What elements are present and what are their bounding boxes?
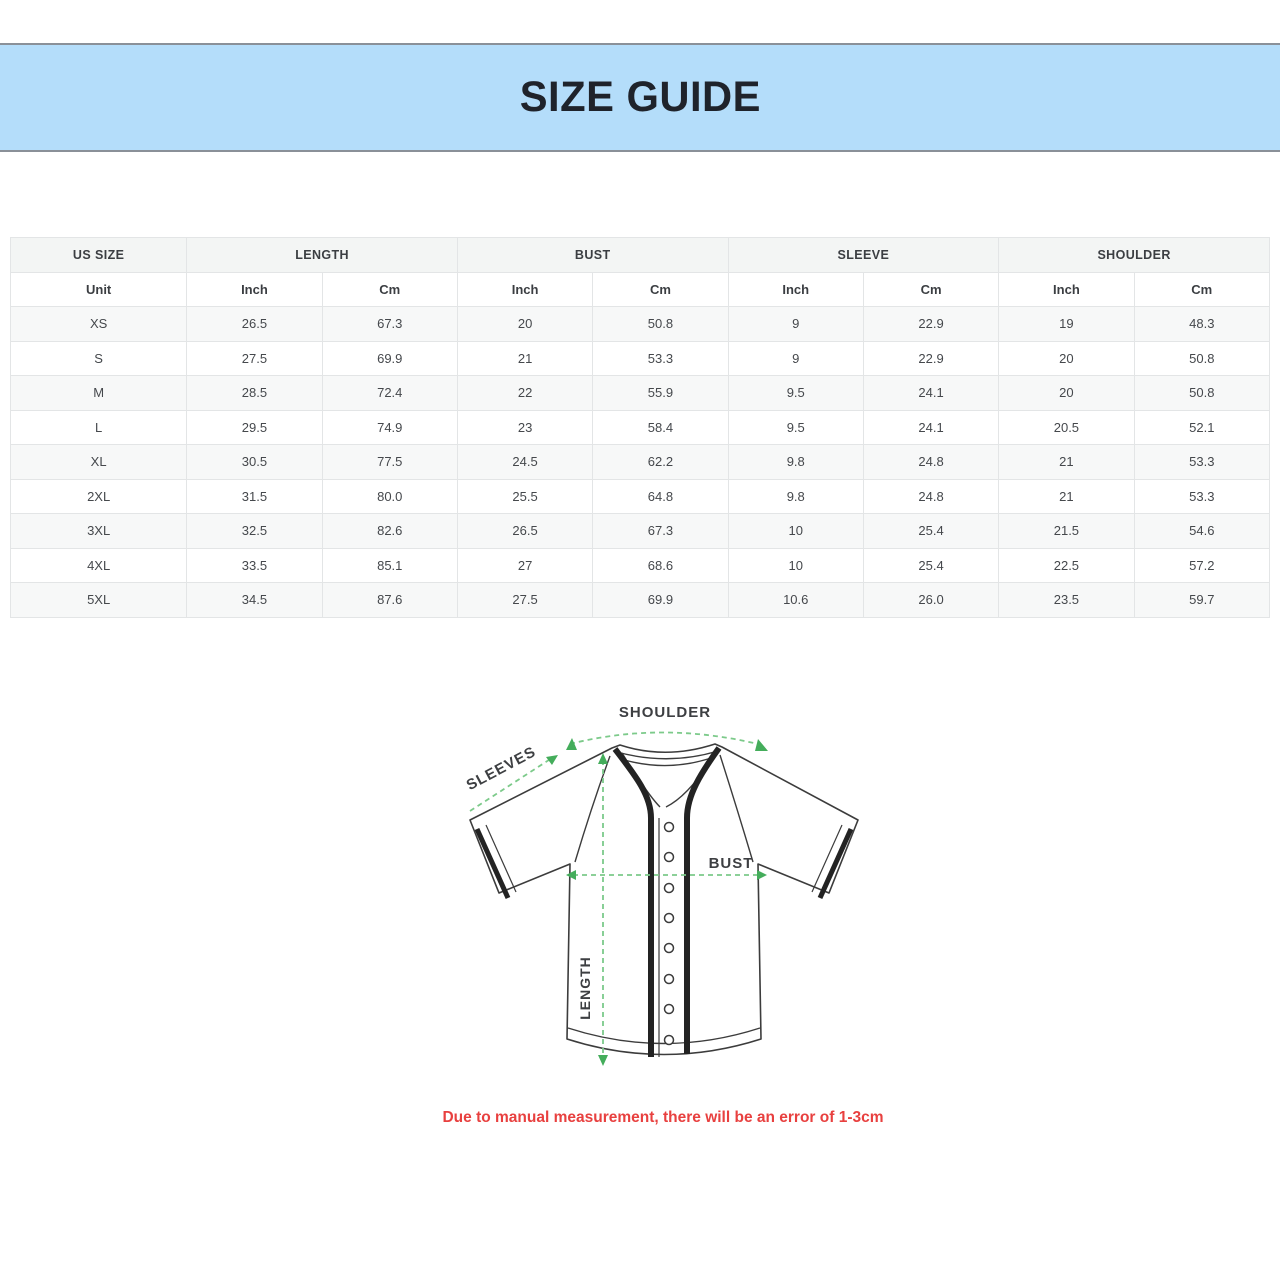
table-cell: 57.2 [1134, 548, 1269, 583]
table-cell: 68.6 [593, 548, 728, 583]
table-cell: 9.5 [728, 410, 863, 445]
table-cell: 74.9 [322, 410, 457, 445]
table-cell: 24.5 [457, 445, 592, 480]
jersey-measurement-diagram [430, 680, 890, 1120]
col-header-sleeve: SLEEVE [728, 238, 999, 273]
table-cell: 27.5 [457, 583, 592, 618]
table-cell: 34.5 [187, 583, 322, 618]
table-cell: 55.9 [593, 376, 728, 411]
table-cell: 19 [999, 307, 1134, 342]
table-cell: 53.3 [593, 341, 728, 376]
table-cell: 59.7 [1134, 583, 1269, 618]
table-cell: 24.8 [863, 445, 998, 480]
table-cell: 67.3 [593, 514, 728, 549]
unit-header-inch: Inch [457, 272, 592, 307]
table-row-xs [11, 307, 1270, 342]
table-row-4xl [11, 548, 1270, 583]
bust-arrow-right [757, 870, 767, 880]
table-cell: 9.8 [728, 445, 863, 480]
table-cell: 85.1 [322, 548, 457, 583]
table-cell: 21.5 [999, 514, 1134, 549]
table-cell: 22 [457, 376, 592, 411]
unit-header-inch: Inch [187, 272, 322, 307]
page-title: SIZE GUIDE [519, 73, 761, 121]
table-cell: 82.6 [322, 514, 457, 549]
table-cell: 50.8 [1134, 341, 1269, 376]
table-cell: 26.5 [187, 307, 322, 342]
table-cell: 33.5 [187, 548, 322, 583]
table-cell: 50.8 [1134, 376, 1269, 411]
size-cell: 5XL [11, 583, 187, 618]
table-cell: 20.5 [999, 410, 1134, 445]
table-cell: 48.3 [1134, 307, 1269, 342]
table-cell: 20 [999, 341, 1134, 376]
table-cell: 50.8 [593, 307, 728, 342]
table-cell: 20 [457, 307, 592, 342]
table-group-header-row [11, 238, 1270, 273]
size-cell: 2XL [11, 479, 187, 514]
table-row-s [11, 341, 1270, 376]
table-row-xl [11, 445, 1270, 480]
table-cell: 23 [457, 410, 592, 445]
size-cell: XS [11, 307, 187, 342]
table-cell: 21 [999, 445, 1134, 480]
table-cell: 25.4 [863, 514, 998, 549]
table-cell: 25.5 [457, 479, 592, 514]
table-cell: 9.5 [728, 376, 863, 411]
unit-header-cm: Cm [593, 272, 728, 307]
table-cell: 72.4 [322, 376, 457, 411]
table-cell: 22.5 [999, 548, 1134, 583]
shoulder-arrow-right [755, 739, 768, 751]
table-cell: 69.9 [322, 341, 457, 376]
table-unit-header-row [11, 272, 1270, 307]
table-cell: 23.5 [999, 583, 1134, 618]
shoulder-arrow-left [566, 738, 577, 750]
table-cell: 9 [728, 307, 863, 342]
shoulder-measure-line [570, 732, 766, 746]
table-cell: 24.1 [863, 376, 998, 411]
unit-header-cm: Cm [863, 272, 998, 307]
table-cell: 53.3 [1134, 445, 1269, 480]
measurement-disclaimer: Due to manual measurement, there will be an error of 1-3cm [442, 1109, 884, 1126]
col-header-shoulder: SHOULDER [999, 238, 1270, 273]
unit-header-cm: Cm [322, 272, 457, 307]
length-label: LENGTH [577, 956, 593, 1020]
table-cell: 22.9 [863, 307, 998, 342]
bust-label: BUST [708, 855, 754, 872]
table-cell: 31.5 [187, 479, 322, 514]
table-cell: 28.5 [187, 376, 322, 411]
table-cell: 64.8 [593, 479, 728, 514]
table-cell: 58.4 [593, 410, 728, 445]
size-guide-banner [0, 43, 1280, 152]
size-cell: L [11, 410, 187, 445]
table-cell: 26.5 [457, 514, 592, 549]
col-header-length: LENGTH [187, 238, 458, 273]
table-cell: 22.9 [863, 341, 998, 376]
table-row-m [11, 376, 1270, 411]
table-cell: 10.6 [728, 583, 863, 618]
table-row-l [11, 410, 1270, 445]
table-cell: 30.5 [187, 445, 322, 480]
size-cell: S [11, 341, 187, 376]
table-cell: 69.9 [593, 583, 728, 618]
size-cell: 4XL [11, 548, 187, 583]
table-cell: 10 [728, 514, 863, 549]
shoulder-label: SHOULDER [618, 704, 712, 721]
table-cell: 27 [457, 548, 592, 583]
table-row-3xl [11, 514, 1270, 549]
size-table [10, 237, 1270, 618]
table-cell: 32.5 [187, 514, 322, 549]
table-cell: 20 [999, 376, 1134, 411]
unit-header-inch: Inch [999, 272, 1134, 307]
table-cell: 52.1 [1134, 410, 1269, 445]
table-row-5xl [11, 583, 1270, 618]
table-cell: 24.8 [863, 479, 998, 514]
table-cell: 77.5 [322, 445, 457, 480]
table-cell: 25.4 [863, 548, 998, 583]
table-cell: 21 [999, 479, 1134, 514]
table-cell: 87.6 [322, 583, 457, 618]
table-cell: 9 [728, 341, 863, 376]
table-cell: 24.1 [863, 410, 998, 445]
col-header-bust: BUST [457, 238, 728, 273]
table-row-2xl [11, 479, 1270, 514]
table-cell: 26.0 [863, 583, 998, 618]
sleeves-label: SLEEVES [463, 743, 539, 795]
table-cell: 53.3 [1134, 479, 1269, 514]
table-cell: 80.0 [322, 479, 457, 514]
table-cell: 27.5 [187, 341, 322, 376]
col-header-us-size: US SIZE [11, 238, 187, 273]
size-cell: XL [11, 445, 187, 480]
table-cell: 67.3 [322, 307, 457, 342]
table-cell: 54.6 [1134, 514, 1269, 549]
length-arrow-bottom [598, 1055, 608, 1066]
unit-header-cm: Cm [1134, 272, 1269, 307]
table-cell: 62.2 [593, 445, 728, 480]
unit-header: Unit [11, 272, 187, 307]
size-cell: M [11, 376, 187, 411]
table-cell: 10 [728, 548, 863, 583]
table-cell: 29.5 [187, 410, 322, 445]
table-cell: 21 [457, 341, 592, 376]
table-cell: 9.8 [728, 479, 863, 514]
size-cell: 3XL [11, 514, 187, 549]
unit-header-inch: Inch [728, 272, 863, 307]
